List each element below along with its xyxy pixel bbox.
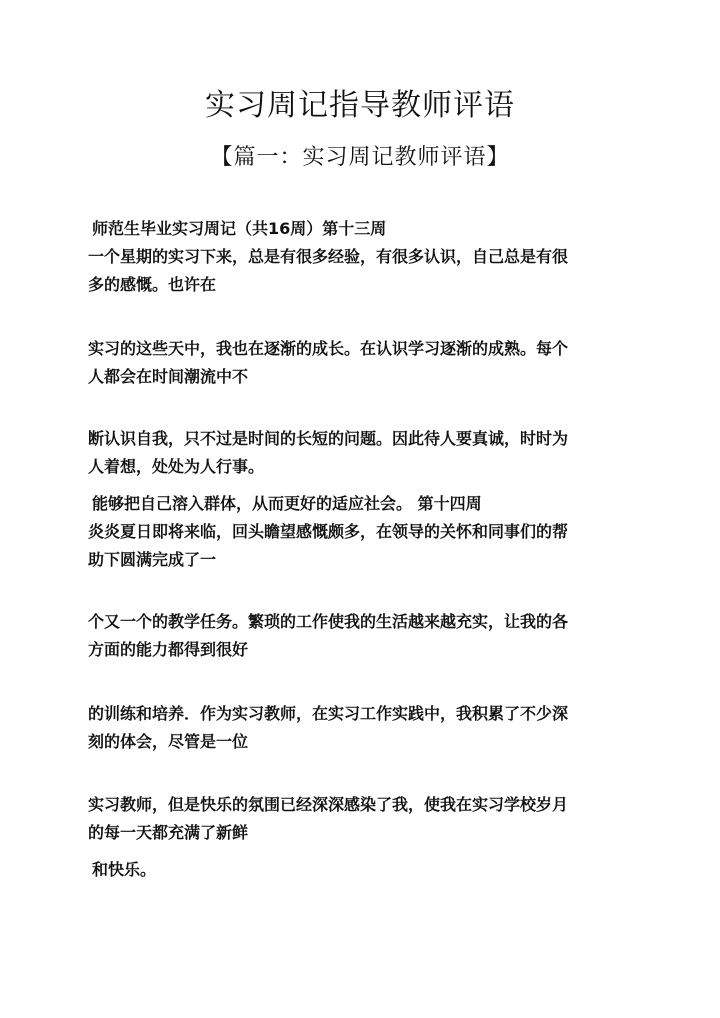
body-line-10: 助下圆满完成了一	[88, 550, 217, 569]
body-line-4: 实习的这些天中，我也在逐渐的成长。在认识学习逐渐的成熟。每个	[88, 339, 569, 358]
body-line-9: 炎炎夏日即将来临，回头瞻望感慨颇多，在领导的关怀和同事们的帮	[88, 522, 569, 541]
body-line-6: 断认识自我，只不过是时间的长短的问题。因此待人要真诚，时时为	[88, 429, 569, 448]
body-line-1: 师范生毕业实习周记（共16周）第十三周	[92, 219, 387, 238]
body-line-17: 和快乐。	[92, 860, 157, 879]
body-line-11: 个又一个的教学任务。繁琐的工作使我的生活越来越充实，让我的各	[88, 612, 569, 631]
document-subtitle: 【篇一：实习周记教师评语】	[210, 145, 510, 170]
body-line-5: 人都会在时间潮流中不	[88, 367, 249, 386]
body-line-8: 能够把自己溶入群体，从而更好的适应社会。 第十四周	[92, 494, 482, 513]
body-line-15: 实习教师，但是快乐的氛围已经深深感染了我，使我在实习学校岁月	[88, 795, 569, 814]
body-line-3: 多的感慨。也许在	[88, 275, 217, 294]
body-line-14: 刻的体会，尽管是一位	[88, 732, 249, 751]
body-line-2: 一个星期的实习下来，总是有很多经验，有很多认识，自己总是有很	[88, 247, 569, 266]
document-title: 实习周记指导教师评语	[205, 88, 515, 123]
body-line-13: 的训练和培养．作为实习教师，在实习工作实践中，我积累了不少深	[88, 704, 569, 723]
body-line-7: 人着想，处处为人行事。	[88, 457, 265, 476]
body-line-12: 方面的能力都得到很好	[88, 640, 249, 659]
body-line-16: 的每一天都充满了新鲜	[88, 823, 249, 842]
